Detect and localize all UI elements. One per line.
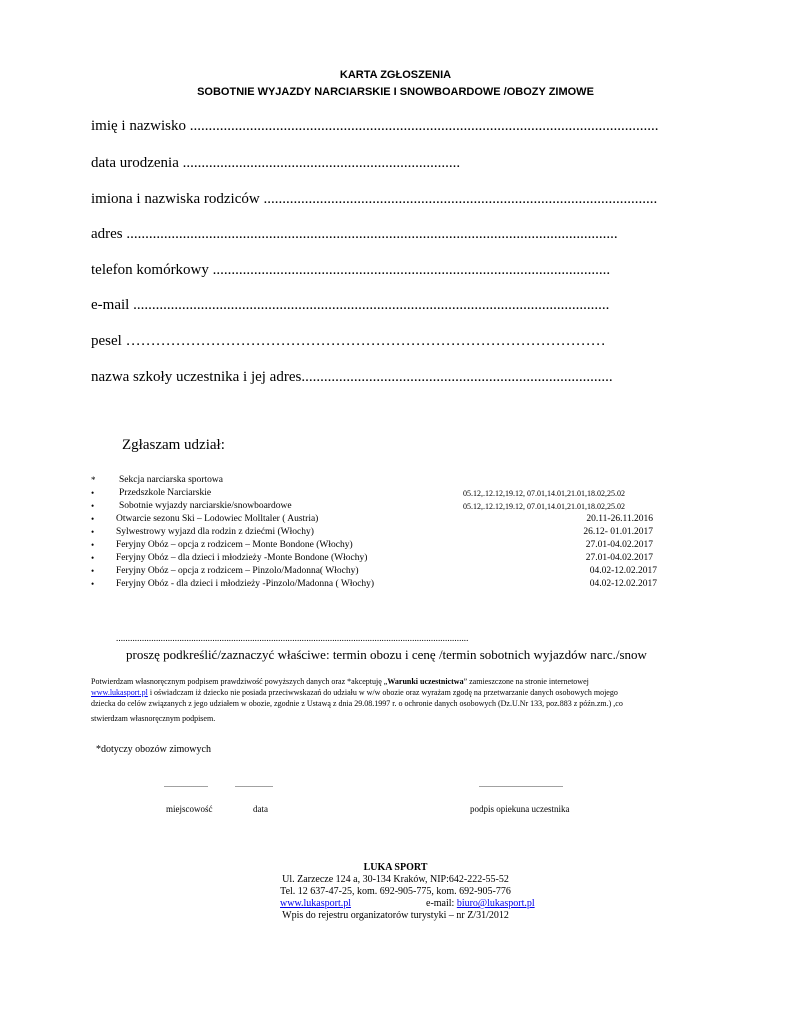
list-item-dates: 27.01-04.02.2017 (585, 540, 653, 550)
consent-line-3: dziecka do celów związanych z jego udziałem w obozie, zgodnie z Ustawą z dnia 29.08.1997 r. o ochronie danych osobowych (Dz.U.Nr 133, poz.883 z późn.zm.) ,co (91, 699, 623, 708)
field-parents[interactable]: imiona i nazwiska rodziców ......................................................................................................... (91, 191, 658, 207)
field-address[interactable]: adres ................................................................................................................................... (91, 226, 618, 242)
company-address: Ul. Zarzecze 124 a, 30-134 Kraków, NIP:642-222-55-52 (282, 874, 509, 885)
signature-dots[interactable]: .......................................... (479, 780, 563, 789)
consent-text: Potwierdzam własnoręcznym podpisem prawdziwość powyższych danych oraz *akceptuję „ (91, 677, 388, 686)
place-label: miejscowość (166, 804, 213, 814)
date-label: data (253, 804, 268, 814)
list-item-label: Sekcja narciarska sportowa (119, 475, 223, 485)
field-phone[interactable]: telefon komórkowy .......................................................................................................... (91, 262, 611, 278)
date-dots[interactable]: ................... (235, 780, 273, 789)
company-phones: Tel. 12 637-47-25, kom. 692-905-775, kom. 692-905-776 (280, 886, 511, 897)
list-item[interactable] (0, 514, 791, 526)
footer-email-row (426, 898, 535, 909)
list-item-label: Sylwestrowy wyjazd dla rodzin z dziećmi (Włochy) (116, 527, 314, 537)
list-item-dates: 26.12- 01.01.2017 (583, 527, 653, 537)
list-item[interactable] (0, 475, 791, 487)
bullet-icon: • (91, 514, 95, 524)
field-email[interactable]: e-mail ............................................................................................................................... (91, 297, 610, 313)
footer-website-link[interactable]: www.lukasport.pl (280, 898, 352, 909)
list-item-dates: 04.02-12.02.2017 (589, 579, 657, 589)
asterisk-icon: * (91, 475, 96, 485)
place-dots[interactable]: ...................... (164, 780, 208, 789)
consent-line-2 (91, 688, 618, 697)
field-name[interactable]: imię i nazwisko ............................................................................................................................. (91, 118, 659, 134)
list-item-label: Sobotnie wyjazdy narciarskie/snowboardowe (119, 501, 292, 511)
list-item-dates: 05.12,.12.12,19.12, 07.01,14.01,21.01,18.02,25.02 (463, 502, 625, 511)
list-item-dates: 20.11-26.11.2016 (586, 514, 653, 524)
list-item-label: Feryjny Obóz – opcja z rodzicem – Monte Bondone (Włochy) (116, 540, 353, 550)
list-item-dates: 27.01-04.02.2017 (585, 553, 653, 563)
list-item-label: Feryjny Obóz - dla dzieci i młodzieży -Pinzolo/Madonna ( Włochy) (116, 579, 375, 589)
bullet-icon: • (91, 579, 95, 589)
company-name: LUKA SPORT (363, 862, 428, 873)
footer-contact (280, 898, 535, 909)
email-link[interactable]: biuro@lukasport.pl (456, 898, 535, 909)
consent-line-1 (91, 677, 589, 686)
list-item[interactable] (0, 566, 791, 578)
consent-line-4: stwierdzam własnoręcznym podpisem. (91, 714, 216, 723)
bullet-icon: • (91, 527, 95, 537)
list-item-dates: 04.02-12.02.2017 (589, 566, 657, 576)
field-birthdate[interactable]: data urodzenia .......................................................................... (91, 155, 461, 171)
bullet-icon: • (91, 501, 95, 511)
dots-line: ...................................................................................................................................................... (116, 633, 469, 643)
instruction-text: proszę podkreślić/zaznaczyć właściwe: termin obozu i cenę /termin sobotnich wyjazdów narc./snow (126, 647, 647, 662)
email-label: e-mail: (426, 898, 457, 909)
form-title: KARTA ZGŁOSZENIA (339, 69, 452, 81)
registry-info: Wpis do rejestru organizatorów turystyki – nr Z/31/2012 (282, 910, 509, 921)
footnote: *dotyczy obozów zimowych (96, 744, 211, 755)
consent-text: i oświadczam iż dziecko nie posiada przeciwwskazań do udziału w w/w obozie oraz wyrażam zgodę na przetwarzanie danych osobowych mojego (147, 688, 618, 697)
list-item[interactable] (0, 501, 791, 513)
list-item[interactable] (0, 540, 791, 552)
bullet-icon: • (91, 540, 95, 550)
bullet-icon: • (91, 553, 95, 563)
website-link[interactable]: www.lukasport.pl (91, 688, 148, 697)
list-item[interactable] (0, 579, 791, 591)
list-item-label: Feryjny Obóz – opcja z rodzicem – Pinzolo/Madonna( Włochy) (116, 566, 359, 576)
list-item-label: Feryjny Obóz – dla dzieci i młodzieży -Monte Bondone (Włochy) (116, 553, 368, 563)
bullet-icon: • (91, 566, 95, 576)
consent-text: ” zamieszczone na stronie internetowej (463, 677, 589, 686)
form-subtitle: SOBOTNIE WYJAZDY NARCIARSKIE I SNOWBOARDOWE /OBOZY ZIMOWE (197, 86, 594, 98)
list-item[interactable] (0, 527, 791, 539)
list-item-label: Otwarcie sezonu Ski – Lodowiec Molltaler ( Austria) (116, 514, 319, 524)
field-pesel[interactable]: pesel …………………………………………………………………………………… (91, 333, 606, 349)
field-school[interactable]: nazwa szkoły uczestnika i jej adres................................................................................... (91, 369, 613, 385)
list-item-label: Przedszkole Narciarskie (119, 488, 212, 498)
list-item[interactable] (0, 553, 791, 565)
bullet-icon: • (91, 488, 95, 498)
participation-heading: Zgłaszam udział: (122, 437, 225, 453)
conditions-bold: Warunki uczestnictwa (387, 677, 464, 686)
list-item-dates: 05.12,.12.12,19.12, 07.01,14.01,21.01,18.02,25.02 (463, 489, 625, 498)
signature-label: podpis opiekuna uczestnika (470, 804, 570, 814)
list-item[interactable] (0, 488, 791, 500)
